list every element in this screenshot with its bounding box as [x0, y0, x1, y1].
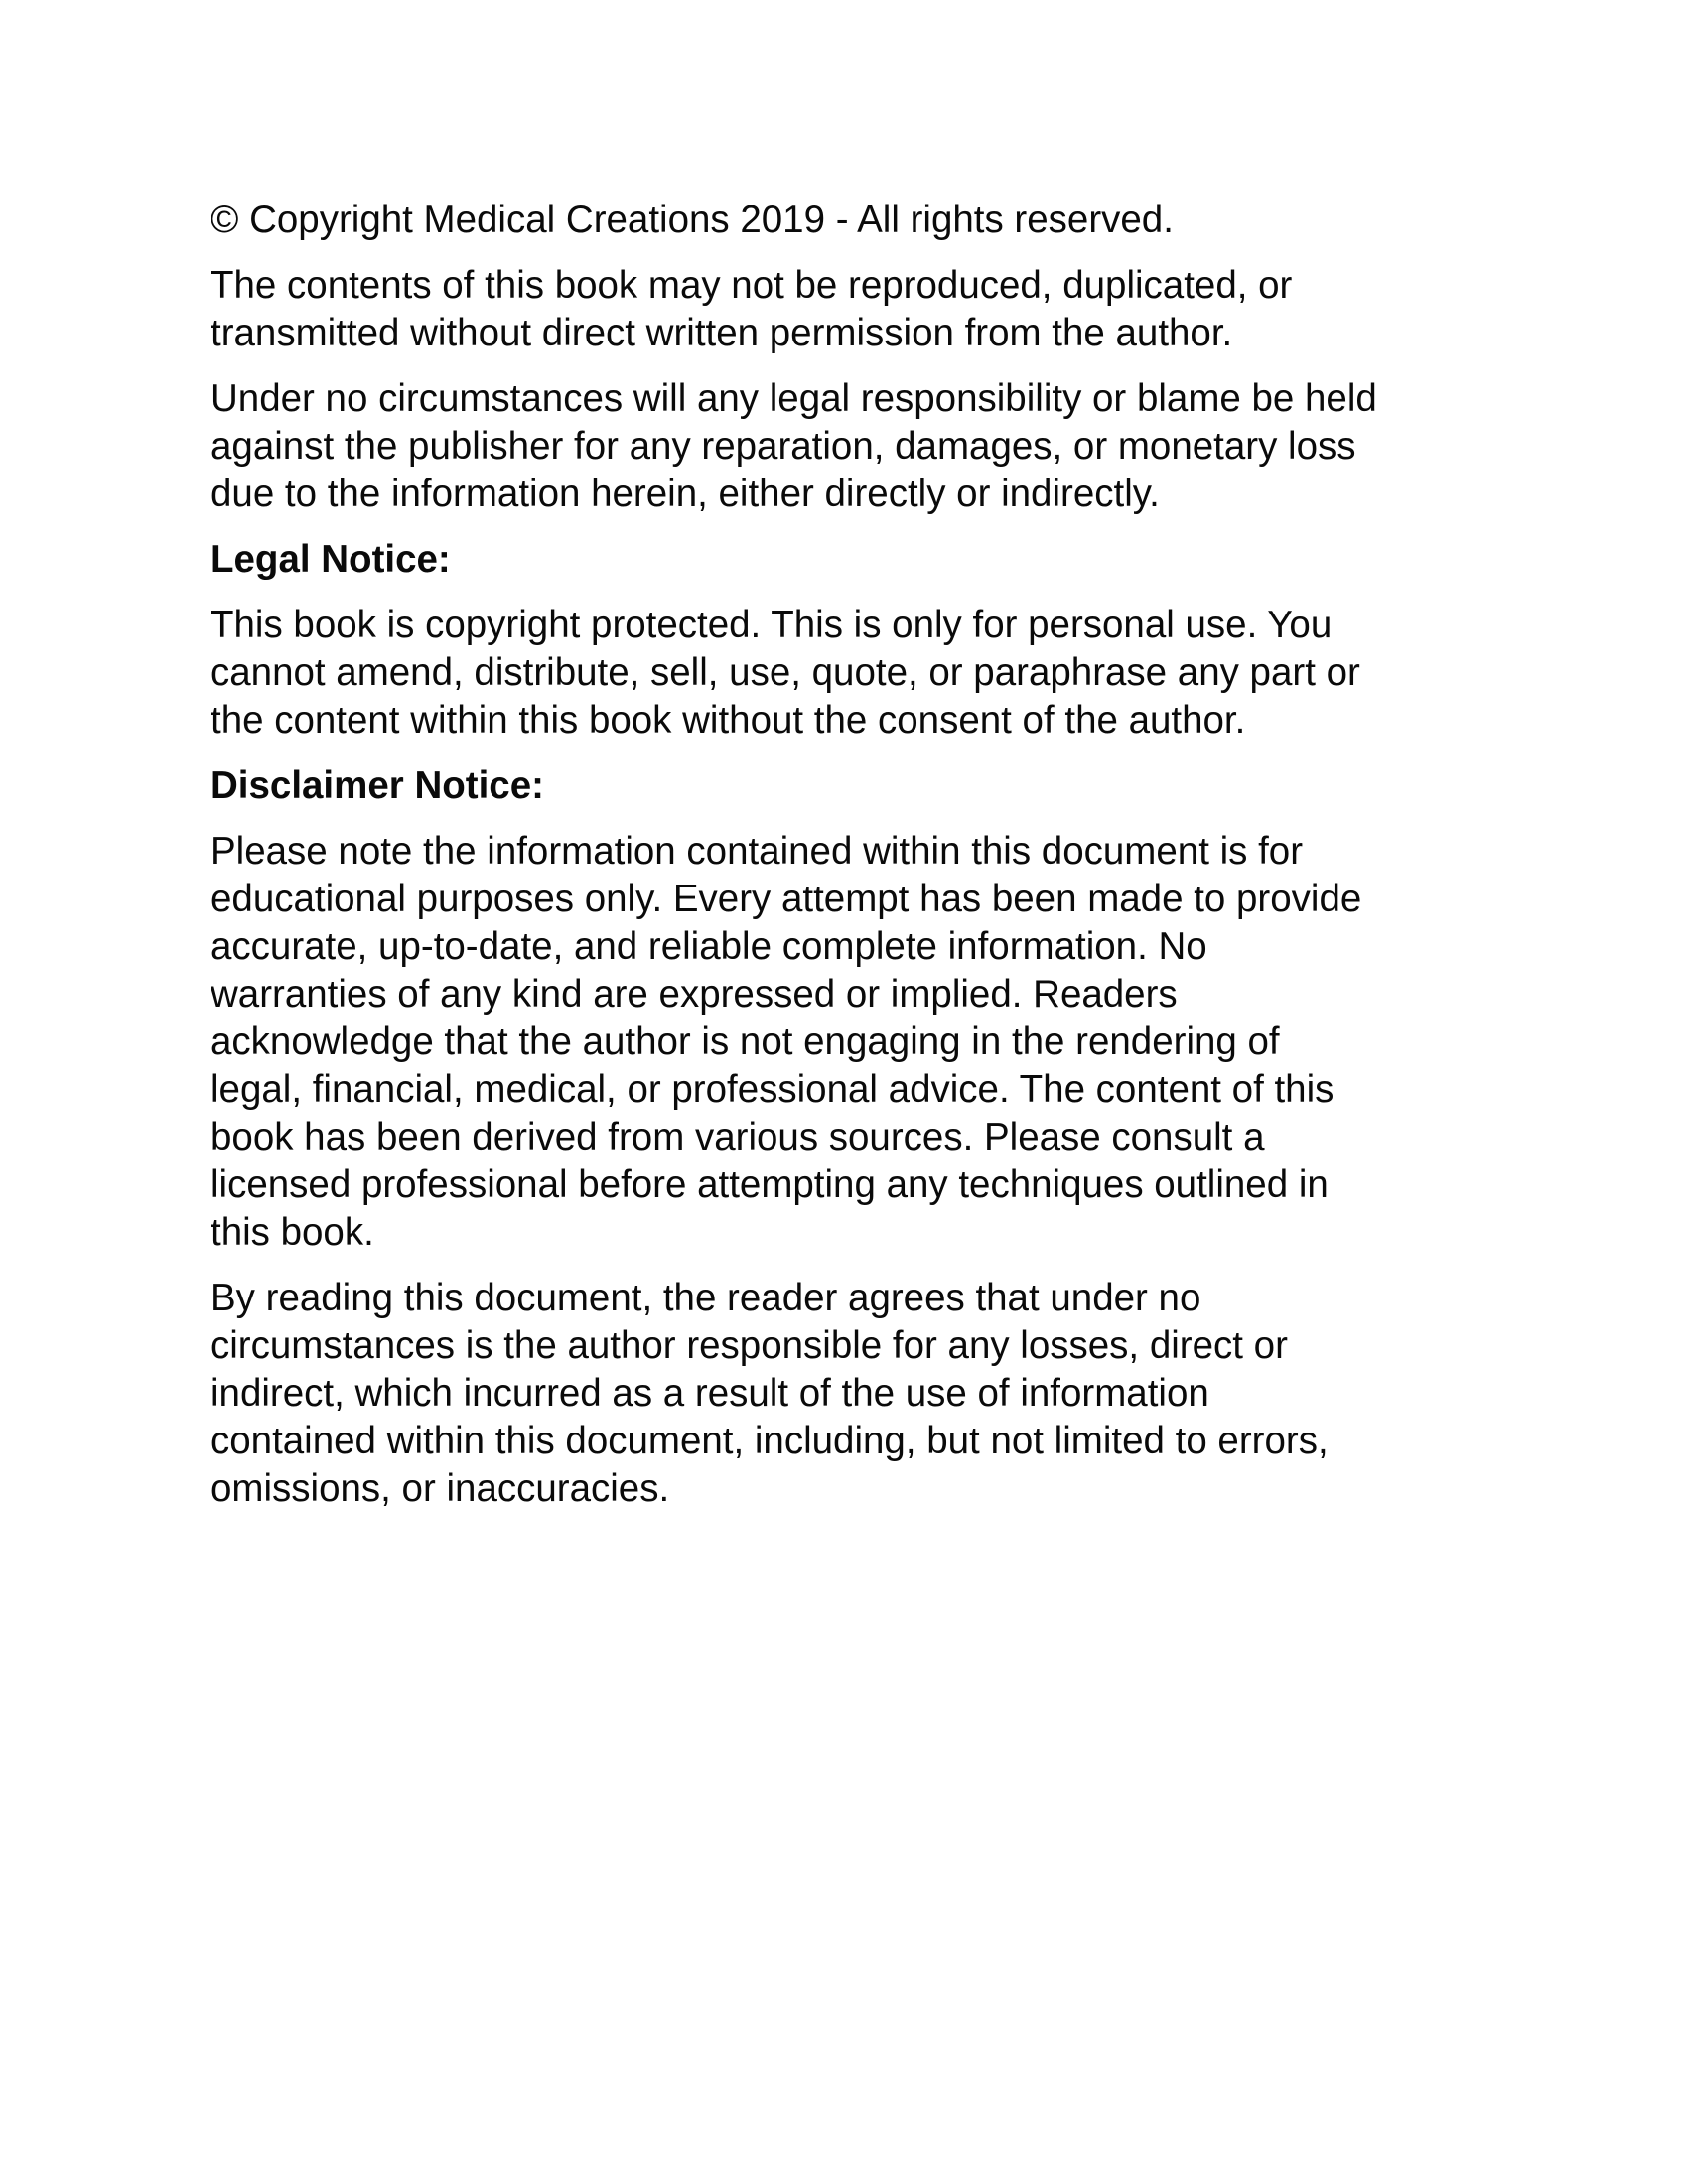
text-line: warranties of any kind are expressed or implied. Readers [211, 973, 1178, 1016]
agreement-text [211, 1275, 1501, 1513]
legal-notice-heading: Legal Notice: [211, 538, 451, 581]
text-line: Under no circumstances will any legal responsibility or blame be held [211, 377, 1377, 420]
text-line: cannot amend, distribute, sell, use, quote, or paraphrase any part or [211, 651, 1360, 694]
text-line: licensed professional before attempting any techniques outlined in [211, 1163, 1329, 1206]
text-line: book has been derived from various sources. Please consult a [211, 1116, 1265, 1159]
page-content [211, 197, 1501, 1531]
text-line: legal, financial, medical, or professional advice. The content of this [211, 1068, 1335, 1111]
text-line: omissions, or inaccuracies. [211, 1467, 670, 1510]
text-line: indirect, which incurred as a result of the use of information [211, 1372, 1209, 1415]
copyright-line [211, 197, 1501, 244]
text-line: the content within this book without the consent of the author. [211, 699, 1246, 742]
legal-notice-text [211, 602, 1501, 745]
liability-notice [211, 375, 1501, 518]
text-line: Please note the information contained within this document is for [211, 830, 1304, 873]
copyright-text: © Copyright Medical Creations 2019 - All rights reserved. [211, 199, 1174, 241]
text-line: transmitted without direct written permission from the author. [211, 312, 1233, 354]
text-line: educational purposes only. Every attempt has been made to provide [211, 878, 1362, 920]
text-line: accurate, up-to-date, and reliable complete information. No [211, 925, 1207, 968]
reproduction-notice [211, 262, 1501, 357]
text-line: circumstances is the author responsible for any losses, direct or [211, 1324, 1288, 1367]
text-line: acknowledge that the author is not engaging in the rendering of [211, 1021, 1280, 1063]
disclaimer-notice-heading: Disclaimer Notice: [211, 764, 544, 807]
text-line: By reading this document, the reader agrees that under no [211, 1277, 1201, 1319]
text-line: This book is copyright protected. This is only for personal use. You [211, 604, 1333, 646]
text-line: contained within this document, including, but not limited to errors, [211, 1420, 1329, 1462]
text-line: this book. [211, 1211, 374, 1254]
text-line: The contents of this book may not be reproduced, duplicated, or [211, 264, 1293, 307]
disclaimer-notice-text [211, 828, 1501, 1257]
text-line: due to the information herein, either directly or indirectly. [211, 473, 1160, 515]
text-line: against the publisher for any reparation, damages, or monetary loss [211, 425, 1356, 468]
